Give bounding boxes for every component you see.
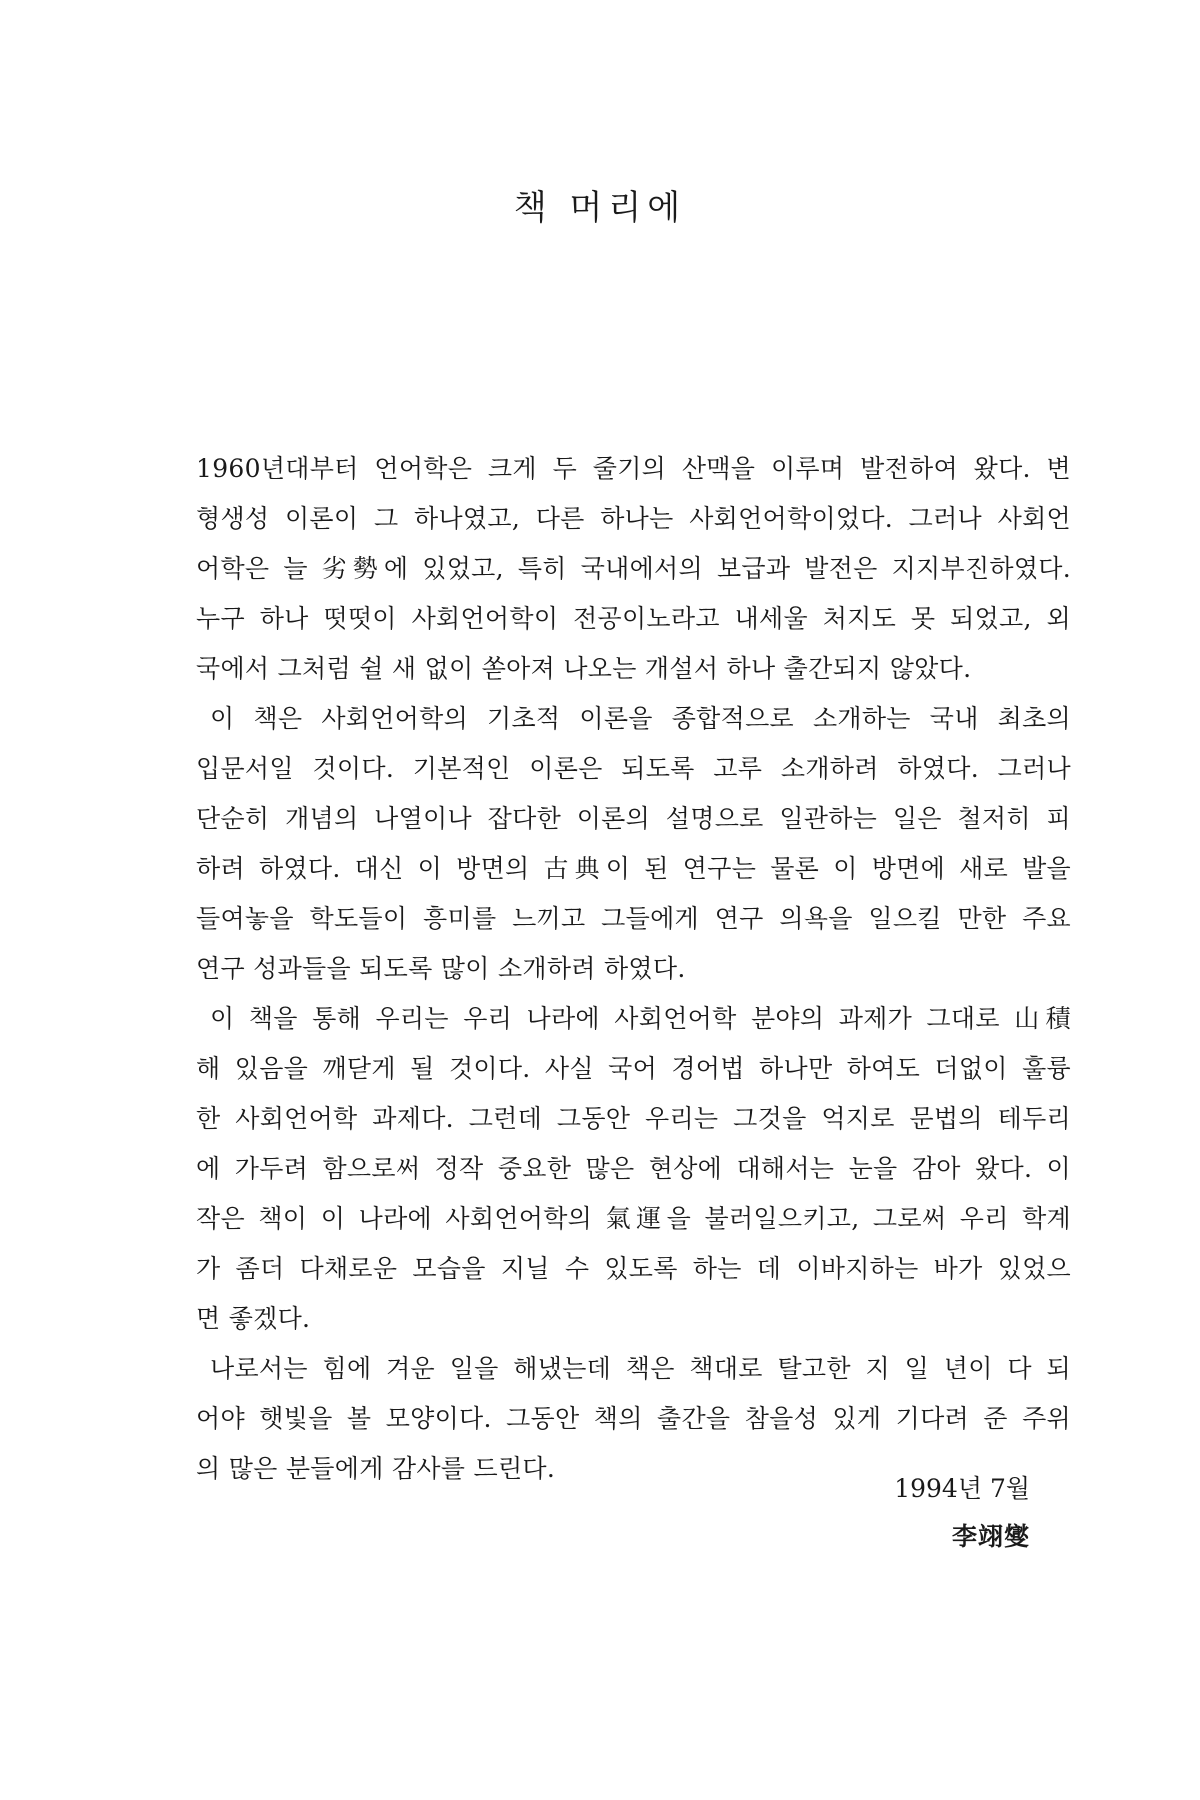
text-line: 1960년대부터 언어학은 크게 두 줄기의 산맥을 이루며 발전하여 왔다. 변 xyxy=(196,454,1071,483)
paragraph-1 xyxy=(196,444,1071,694)
text-line: 입문서일 것이다. 기본적인 이론은 되도록 고루 소개하려 하였다. 그러나 xyxy=(196,754,1071,783)
text-line: 이 책은 사회언어학의 기초적 이론을 종합적으로 소개하는 국내 최초의 xyxy=(210,704,1071,733)
page-title: 책 머리에 xyxy=(513,188,687,228)
text-line: 작은 책이 이 나라에 사회언어학의 氣運을 불러일으키고, 그로써 우리 학계 xyxy=(196,1204,1071,1233)
text-line: 이 책을 통해 우리는 우리 나라에 사회언어학 분야의 과제가 그대로 山積 xyxy=(210,1004,1071,1033)
signature-date: 1994년 7월 xyxy=(894,1474,1030,1503)
text-line: 단순히 개념의 나열이나 잡다한 이론의 설명으로 일관하는 일은 철저히 피 xyxy=(196,804,1071,833)
text-line: 형생성 이론이 그 하나였고, 다른 하나는 사회언어학이었다. 그러나 사회언 xyxy=(196,504,1071,533)
text-line: 에 가두려 함으로써 정작 중요한 많은 현상에 대해서는 눈을 감아 왔다. 이 xyxy=(196,1154,1071,1183)
text-line: 어학은 늘 劣勢에 있었고, 특히 국내에서의 보급과 발전은 지지부진하였다. xyxy=(196,554,1071,583)
text-line: 국에서 그처럼 쉴 새 없이 쏟아져 나오는 개설서 하나 출간되지 않았다. xyxy=(196,654,972,683)
text-line: 연구 성과들을 되도록 많이 소개하려 하였다. xyxy=(196,954,686,983)
author-name: 李翊燮 xyxy=(951,1522,1030,1551)
text-line: 가 좀더 다채로운 모습을 지닐 수 있도록 하는 데 이바지하는 바가 있었으 xyxy=(196,1254,1071,1283)
text-line: 면 좋겠다. xyxy=(196,1304,311,1333)
author-signature xyxy=(894,1465,1030,1561)
preface-body xyxy=(196,444,1071,1494)
text-line: 나로서는 힘에 겨운 일을 해냈는데 책은 책대로 탈고한 지 일 년이 다 되 xyxy=(210,1354,1071,1383)
text-line: 한 사회언어학 과제다. 그런데 그동안 우리는 그것을 억지로 문법의 테두리 xyxy=(196,1104,1071,1133)
text-line: 누구 하나 떳떳이 사회언어학이 전공이노라고 내세울 처지도 못 되었고, 외 xyxy=(196,604,1071,633)
text-line: 들여놓을 학도들이 흥미를 느끼고 그들에게 연구 의욕을 일으킬 만한 주요 xyxy=(196,904,1071,933)
text-line: 해 있음을 깨닫게 될 것이다. 사실 국어 경어법 하나만 하여도 더없이 훌륭 xyxy=(196,1054,1071,1083)
paragraph-3 xyxy=(196,994,1071,1344)
text-line: 어야 햇빛을 볼 모양이다. 그동안 책의 출간을 참을성 있게 기다려 준 주위 xyxy=(196,1404,1071,1433)
paragraph-2 xyxy=(196,694,1071,994)
text-line: 하려 하였다. 대신 이 방면의 古典이 된 연구는 물론 이 방면에 새로 발을 xyxy=(196,854,1071,883)
text-line: 의 많은 분들에게 감사를 드린다. xyxy=(196,1454,556,1483)
